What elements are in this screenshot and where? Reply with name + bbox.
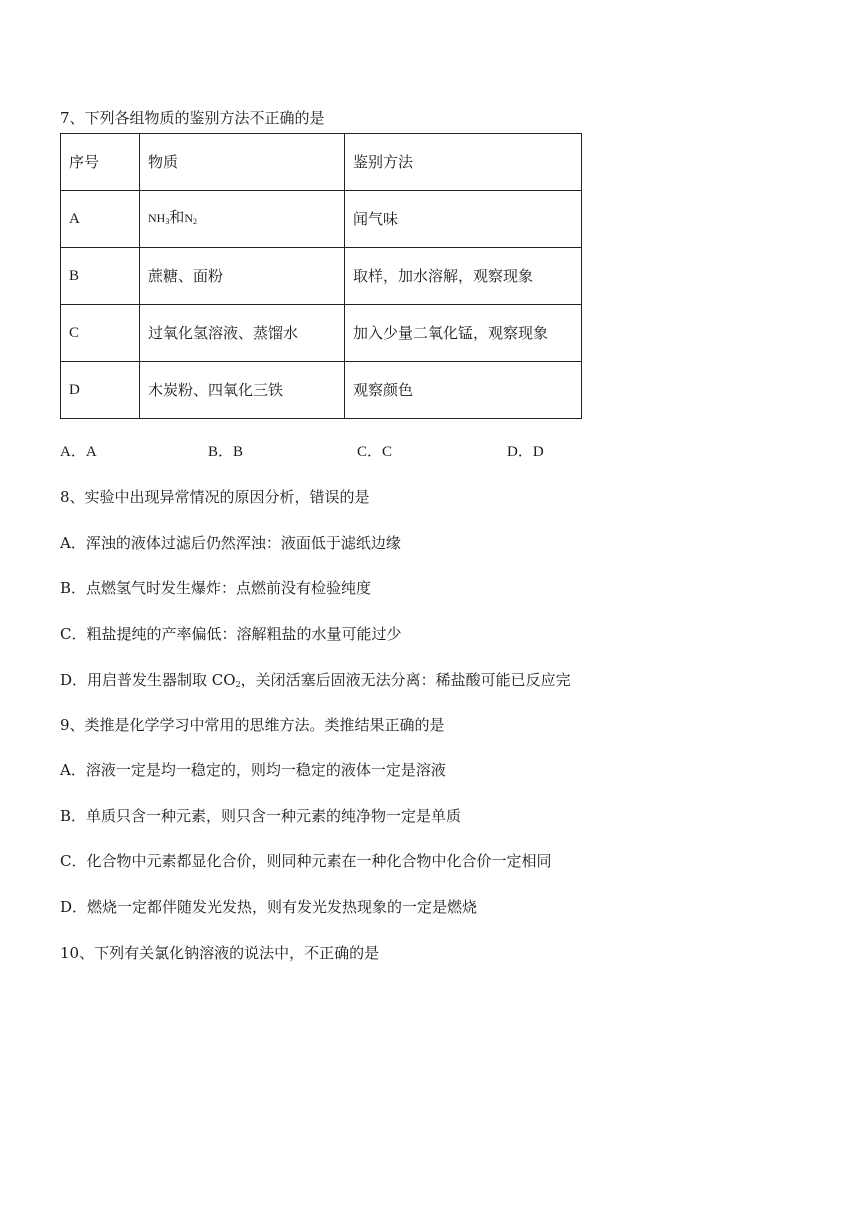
- question-7-table: [60, 133, 582, 419]
- row-id: D: [61, 362, 140, 419]
- row-method: 取样，加水溶解，观察现象: [345, 248, 582, 305]
- question-8-option-b[interactable]: B．点燃氢气时发生爆炸：点燃前没有检验纯度: [60, 579, 372, 597]
- row-substance: 木炭粉、四氧化三铁: [140, 362, 345, 419]
- joiner-text: 和: [169, 207, 185, 226]
- table-row: [61, 305, 582, 362]
- row-method: 闻气味: [345, 191, 582, 248]
- option-d-text-post: ，关闭活塞后固液无法分离：稀盐酸可能已反应完: [240, 671, 571, 689]
- table-row: [61, 248, 582, 305]
- table-row: [61, 191, 582, 248]
- question-8-option-a[interactable]: A．浑浊的液体过滤后仍然浑浊：液面低于滤纸边缘: [60, 534, 401, 552]
- table-row: [61, 362, 582, 419]
- header-substance: 物质: [140, 134, 345, 191]
- row-substance: 蔗糖、面粉: [140, 248, 345, 305]
- question-9-option-a[interactable]: A．溶液一定是均一稳定的，则均一稳定的液体一定是溶液: [60, 761, 446, 779]
- row-method: 观察颜色: [345, 362, 582, 419]
- option-b[interactable]: B．B: [208, 444, 244, 460]
- row-id: C: [61, 305, 140, 362]
- question-8-option-c[interactable]: C．粗盐提纯的产率偏低：溶解粗盐的水量可能过少: [60, 625, 402, 643]
- row-method: 加入少量二氧化锰，观察现象: [345, 305, 582, 362]
- question-7-stem: 7、下列各组物质的鉴别方法不正确的是: [60, 109, 325, 127]
- option-c[interactable]: C．C: [357, 444, 393, 460]
- question-9-option-b[interactable]: B．单质只含一种元素，则只含一种元素的纯净物一定是单质: [60, 807, 462, 825]
- question-8-option-d[interactable]: [60, 670, 571, 695]
- question-10-stem: 10、下列有关氯化钠溶液的说法中，不正确的是: [60, 944, 380, 962]
- header-id: 序号: [61, 134, 140, 191]
- question-9-option-d[interactable]: D．燃烧一定都伴随发光发热，则有发光发热现象的一定是燃烧: [60, 898, 478, 916]
- option-a[interactable]: A．A: [60, 444, 97, 460]
- option-d[interactable]: D．D: [507, 444, 544, 460]
- option-d-text-pre: D．用启普发生器制取 CO: [60, 671, 236, 689]
- formula-nitrogen: $N_2$: [184, 210, 198, 226]
- row-id: B: [61, 248, 140, 305]
- table-header-row: [61, 134, 582, 191]
- row-substance: 过氧化氢溶液、蒸馏水: [140, 305, 345, 362]
- question-9-option-c[interactable]: C．化合物中元素都显化合价，则同种元素在一种化合物中化合价一定相同: [60, 852, 552, 870]
- formula-ammonia: $NH_3$: [148, 210, 170, 226]
- row-id: A: [61, 191, 140, 248]
- co2-subscript: 2: [235, 680, 241, 689]
- header-method: 鉴别方法: [345, 134, 582, 191]
- question-9-stem: 9、类推是化学学习中常用的思维方法。类推结果正确的是: [60, 716, 445, 734]
- question-8-stem: 8、实验中出现异常情况的原因分析，错误的是: [60, 488, 370, 506]
- row-substance: [140, 191, 345, 248]
